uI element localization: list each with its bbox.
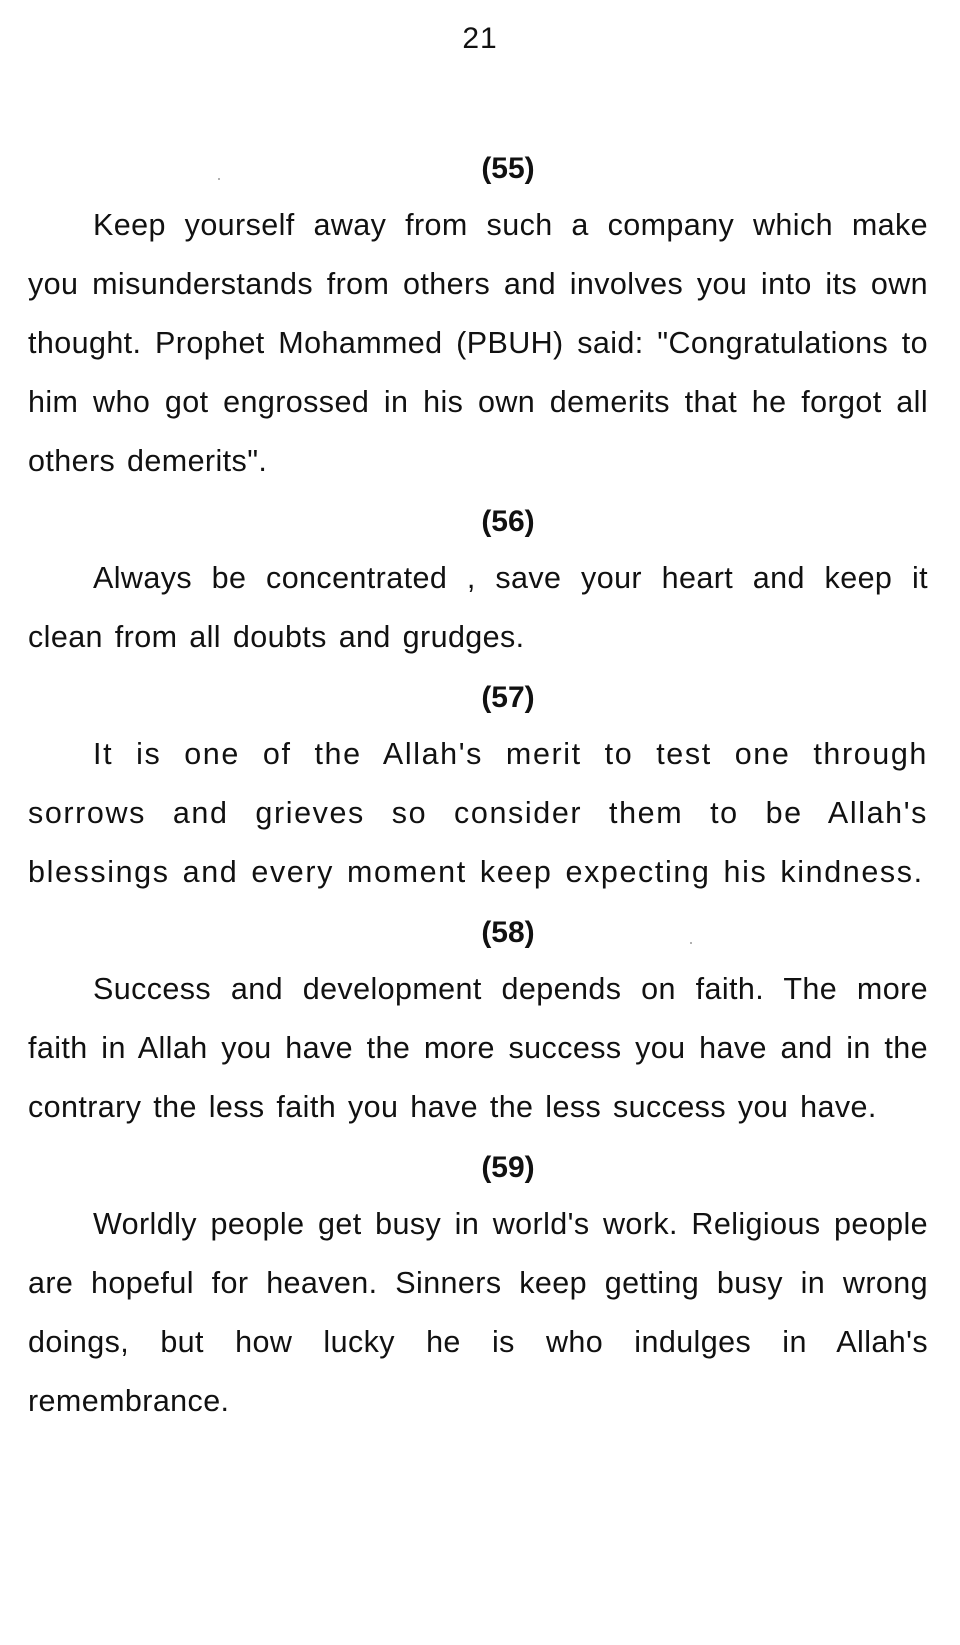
section-58-text: Success and development depends on faith. The more faith in Allah you have the more success you have and in the contrary the less faith you have the less success you have.: [28, 972, 928, 1124]
page-number: 21: [462, 22, 498, 55]
page-content: [28, 142, 928, 1435]
scan-speck: [218, 178, 220, 180]
section-58-number: (58): [481, 916, 535, 949]
section-57-text: It is one of the Allah's merit to test one through sorrows and grieves so consider them to be Allah's blessings and every moment keep expecting his kindness.: [28, 737, 928, 889]
section-56-number: (56): [481, 505, 535, 538]
section-59-number: (59): [481, 1151, 535, 1184]
section-57-number: (57): [481, 681, 535, 714]
section-59-text: Worldly people get busy in world's work. Religious people are hopeful for heaven. Sinners keep getting busy in wrong doings, but how lucky he is who indulges in Allah's remembrance.: [28, 1207, 928, 1418]
scan-speck: [690, 942, 692, 944]
section-56-text: Always be concentrated , save your heart and keep it clean from all doubts and grudges.: [28, 561, 928, 654]
section-55-number: (55): [481, 152, 535, 185]
section-55-text: Keep yourself away from such a company which make you misunderstands from others and involves you into its own thought. Prophet Mohammed (PBUH) said: "Congratulations to him who got engrossed in his own demerits that he forgot all others demerits".: [28, 208, 928, 478]
